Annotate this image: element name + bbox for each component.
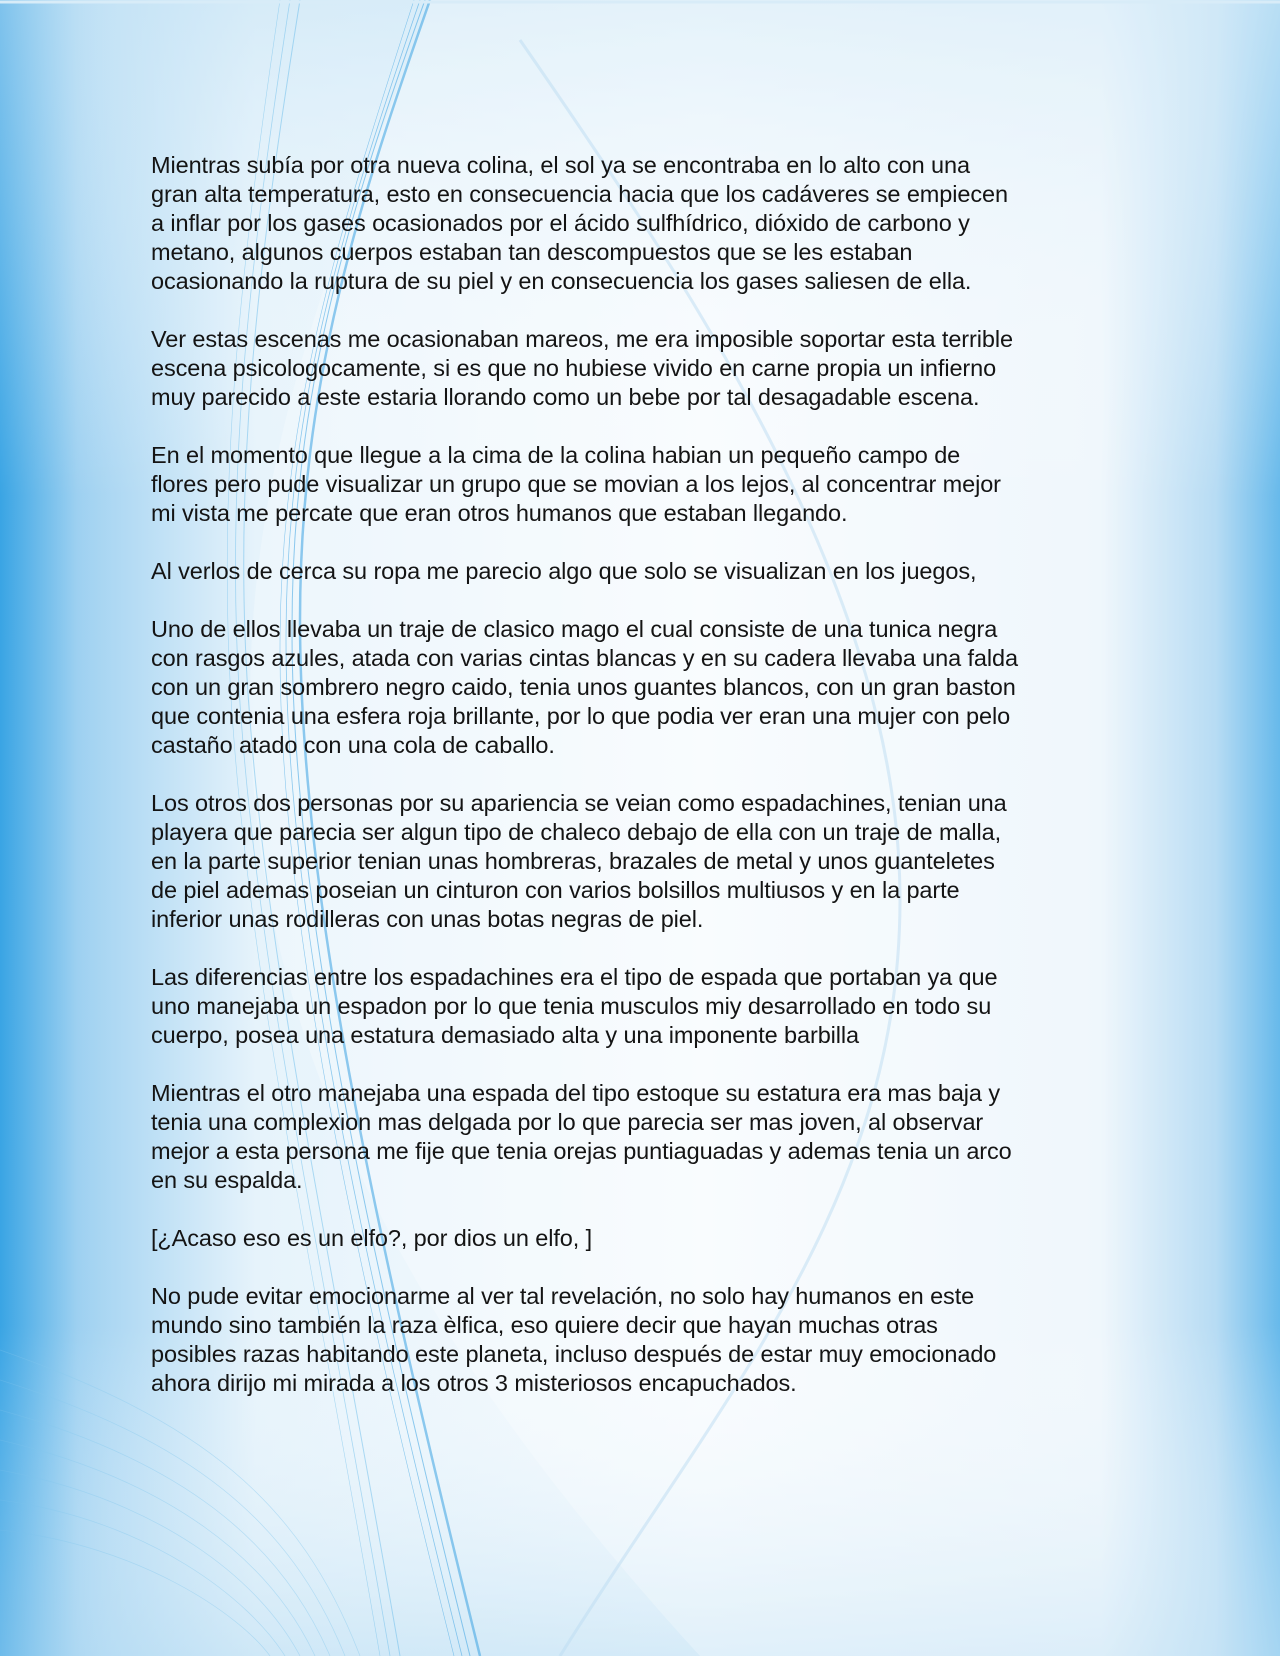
paragraph: No pude evitar emocionarme al ver tal revelación, no solo hay humanos en este mundo sino también la raza èlfica, eso quiere decir que hayan muchas otras posibles razas habitando este planeta, incluso después de estar muy emocionado ahora dirijo mi mirada a los otros 3 misteriosos encapuchados. [151, 1283, 997, 1396]
paragraph: Mientras subía por otra nueva colina, el sol ya se encontraba en lo alto con una gran alta temperatura, esto en consecuencia hacia que los cadáveres se empiecen a inflar por los gases ocasionados por el ácido sulfhídrico, dióxido de carbono y metano, algunos cuerpos estaban tan descompuestos que se les estaban ocasionando la ruptura de su piel y en consecuencia los gases saliesen de ella. [151, 152, 1008, 294]
paragraph: Al verlos de cerca su ropa me parecio algo que solo se visualizan en los juegos, [151, 558, 977, 584]
paragraph: Las diferencias entre los espadachines era el tipo de espada que portaban ya que uno manejaba un espadon por lo que tenia musculos miy desarrollado en todo su cuerpo, posea una estatura demasiado alta y una imponente barbilla [151, 964, 998, 1048]
body-text [151, 151, 1096, 1427]
paragraph: Ver estas escenas me ocasionaban mareos, me era imposible soportar esta terrible escena psicologocamente, si es que no hubiese vivido en carne propia un infierno muy parecido a este estaria llorando como un bebe por tal desagadable escena. [151, 326, 1013, 410]
paragraph: Mientras el otro manejaba una espada del tipo estoque su estatura era mas baja y tenia una complexion mas delgada por lo que parecia ser mas joven, al observar mejor a esta persona me fije que tenia orejas puntiaguadas y ademas tenia un arco en su espalda. [151, 1080, 1012, 1193]
paragraph: [¿Acaso eso es un elfo?, por dios un elfo, ] [151, 1225, 593, 1251]
paragraph: Uno de ellos llevaba un traje de clasico mago el cual consiste de una tunica negra con rasgos azules, atada con varias cintas blancas y en su cadera llevaba una falda con un gran sombrero negro caido, tenia unos guantes blancos, con un gran baston que contenia una esfera roja brillante, por lo que podia ver eran una mujer con pelo castaño atado con una cola de caballo. [151, 616, 1018, 758]
paragraph: En el momento que llegue a la cima de la colina habian un pequeño campo de flores pero pude visualizar un grupo que se movian a los lejos, al concentrar mejor mi vista me percate que eran otros humanos que estaban llegando. [151, 442, 1001, 526]
paragraph: Los otros dos personas por su apariencia se veian como espadachines, tenian una playera que parecia ser algun tipo de chaleco debajo de ella con un traje de malla, en la parte superior tenian unas hombreras, brazales de metal y unos guanteletes de piel ademas poseian un cinturon con varios bolsillos multiusos y en la parte inferior unas rodilleras con unas botas negras de piel. [151, 790, 1007, 932]
